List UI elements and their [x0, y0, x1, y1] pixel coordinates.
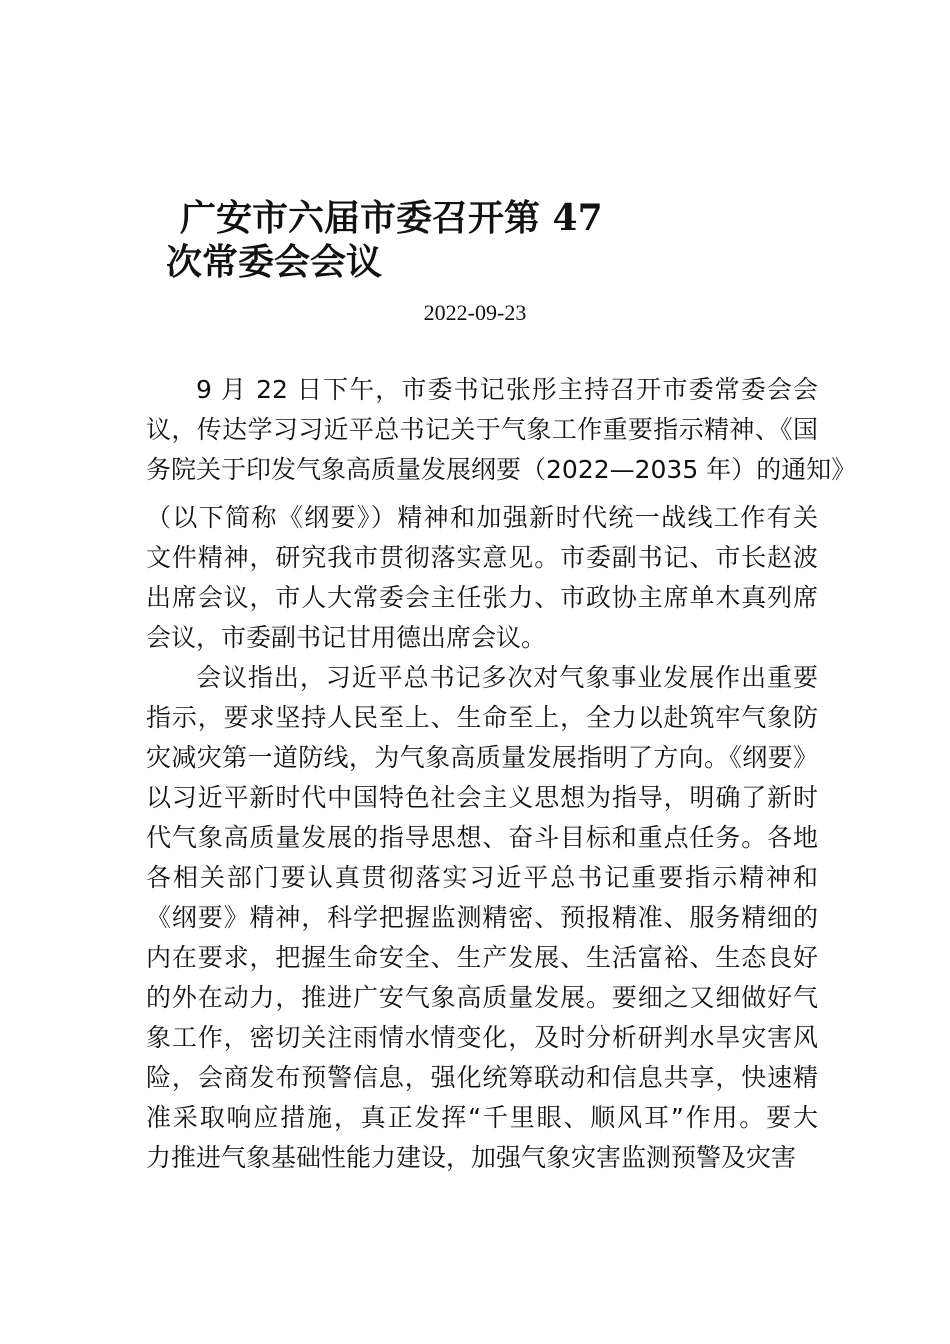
body-line: 各相关部门要认真贯彻落实习近平总书记重要指示精神和 — [146, 863, 818, 892]
title-line-2: 次常委会会议 — [166, 241, 383, 283]
body-line: 出席会议，市人大常委会主任张力、市政协主席单木真列席 — [146, 583, 818, 612]
body-line: 指示，要求坚持人民至上、生命至上，全力以赴筑牢气象防 — [146, 703, 818, 732]
body-line: 力推进气象基础性能力建设，加强气象灾害监测预警及灾害 — [146, 1143, 797, 1172]
body-line: （以下简称《纲要》）精神和加强新时代统一战线工作有关 — [146, 503, 818, 532]
title-line-1: 广安市六届市委召开第 47 — [180, 197, 603, 239]
body-line: 会议指出，习近平总书记多次对气象事业发展作出重要 — [196, 663, 818, 692]
body-line: 9 月 22 日下午，市委书记张彤主持召开市委常委会会 — [196, 375, 818, 404]
body-line: 文件精神，研究我市贯彻落实意见。市委副书记、市长赵波 — [146, 543, 818, 572]
article-body — [146, 370, 857, 1178]
body-line: 内在要求，把握生命安全、生产发展、生活富裕、生态良好 — [146, 943, 818, 972]
body-line: 务院关于印发气象高质量发展纲要（2022—2035 年）的通知》 — [146, 455, 857, 484]
body-line: 灾减灾第一道防线，为气象高质量发展指明了方向。《纲要》 — [146, 743, 818, 772]
body-line: 象工作，密切关注雨情水情变化，及时分析研判水旱灾害风 — [146, 1023, 818, 1052]
body-line: 险，会商发布预警信息，强化统筹联动和信息共享，快速精 — [146, 1063, 818, 1092]
body-line: 以习近平新时代中国特色社会主义思想为指导，明确了新时 — [146, 783, 818, 812]
publish-date: 2022-09-23 — [423, 300, 527, 325]
body-line: 的外在动力，推进广安气象高质量发展。要细之又细做好气 — [146, 983, 818, 1012]
body-line: 《纲要》精神，科学把握监测精密、预报精准、服务精细的 — [146, 903, 818, 932]
body-line: 准采取响应措施，真正发挥“千里眼、顺风耳”作用。要大 — [146, 1103, 818, 1132]
body-line: 代气象高质量发展的指导思想、奋斗目标和重点任务。各地 — [146, 823, 818, 852]
body-line: 议，传达学习习近平总书记关于气象工作重要指示精神、《国 — [146, 415, 818, 444]
article-title — [166, 196, 606, 284]
body-line: 会议，市委副书记甘用德出席会议。 — [146, 623, 547, 652]
